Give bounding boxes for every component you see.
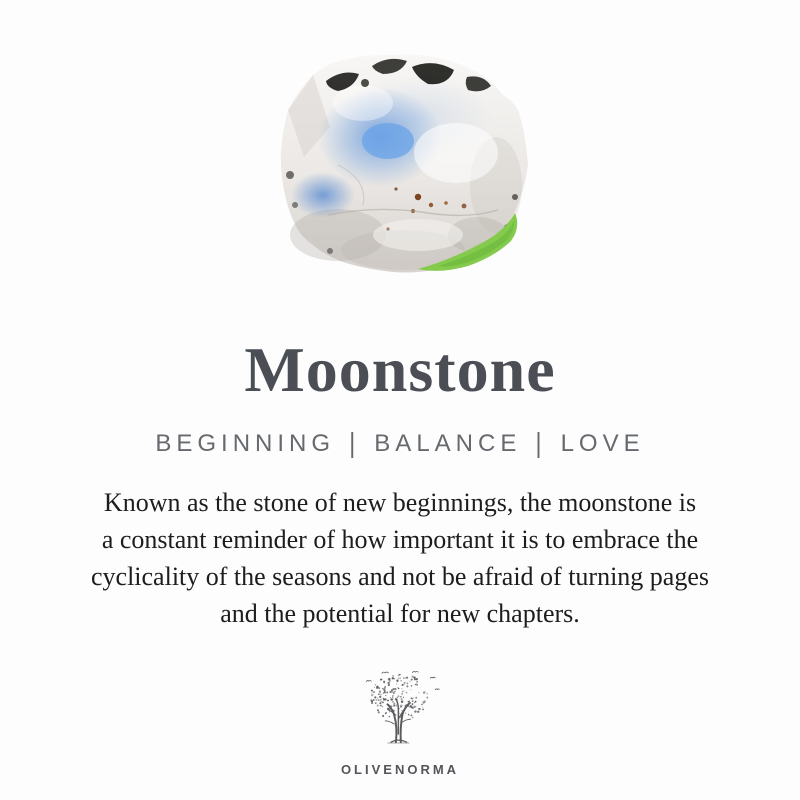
- description-line: a constant reminder of how important it is to embrace the: [101, 525, 699, 554]
- keyword-beginning: BEGINNING: [155, 430, 336, 457]
- keyword-separator: |: [349, 427, 361, 459]
- brand-name: OLIVENORMA: [340, 762, 460, 777]
- description-line: cyclicality of the seasons and not be afraid of turning pages: [90, 562, 710, 591]
- description-line: and the potential for new chapters.: [220, 599, 580, 628]
- description-line: Known as the stone of new beginnings, the moonstone is: [103, 488, 697, 517]
- moonstone-photo: [268, 45, 533, 280]
- brand-block: [341, 670, 459, 777]
- keyword-love: LOVE: [560, 430, 645, 457]
- page-title: Moonstone: [244, 334, 556, 405]
- description-paragraph: [91, 484, 709, 632]
- moonstone-image: [268, 45, 533, 280]
- keyword-separator: |: [535, 427, 547, 459]
- tree-with-birds-icon: [350, 670, 450, 757]
- keyword-balance: BALANCE: [374, 430, 522, 457]
- keywords-row: [155, 427, 645, 459]
